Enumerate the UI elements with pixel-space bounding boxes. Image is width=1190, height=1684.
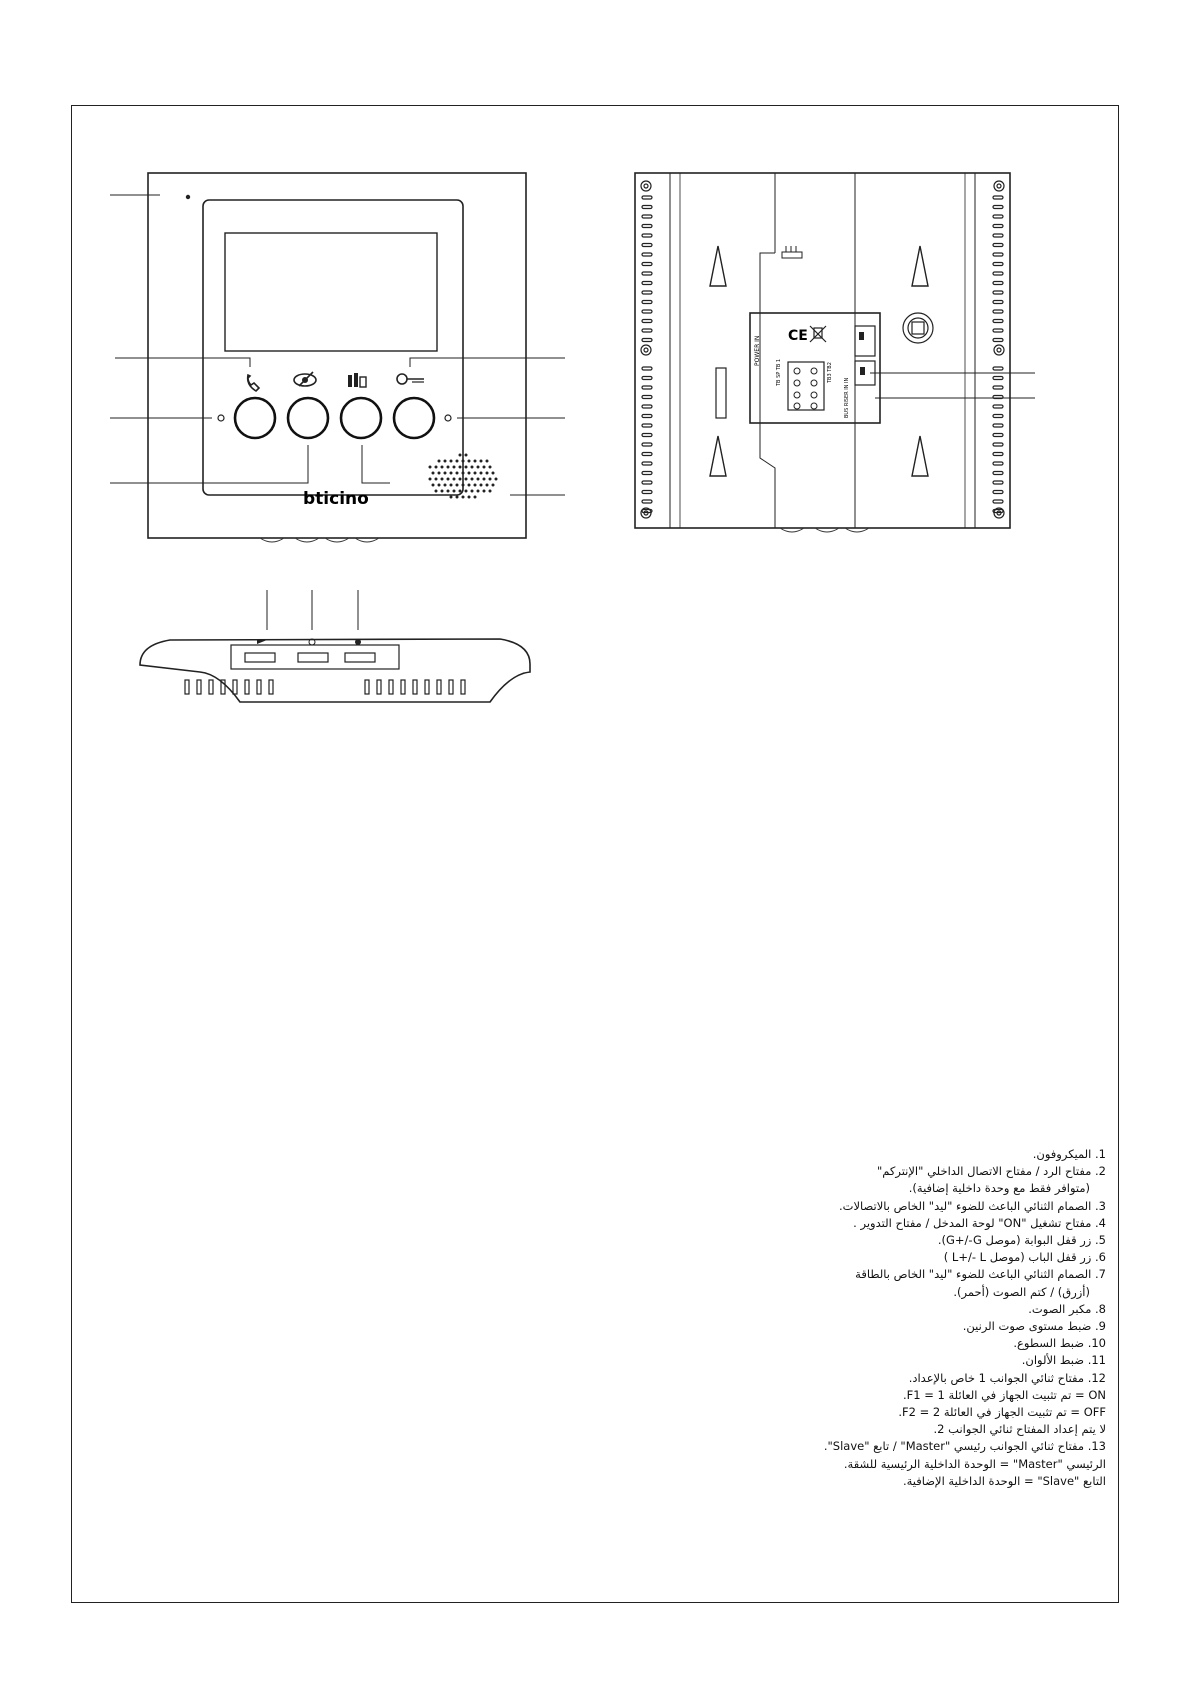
communication-led (218, 415, 224, 421)
legend-item: 4. مفتاح تشغيل "ON" لوحة المدخل / مفتاح التدوير . (853, 1215, 1106, 1230)
legend-item: 12. مفتاح ثنائي الجوانب 1 خاص بالإعداد. (908, 1370, 1106, 1385)
color-slider[interactable] (345, 653, 375, 662)
legend-item: 7. الصمام الثنائي الباعث للضوء "ليد" الخاص بالطاقة (855, 1267, 1106, 1282)
door-lock-button[interactable] (394, 398, 434, 438)
front-view-diagram (110, 165, 570, 555)
brand-logo: bticino (303, 489, 369, 509)
eye-icon (294, 372, 316, 386)
power-in-label: POWER IN (754, 335, 761, 366)
legend-item: 5. زر قفل البوابة (موصل G+/-G). (937, 1233, 1106, 1248)
legend-item: ON = تم تثبيت الجهاز في العائلة 1 = F1. (902, 1387, 1106, 1402)
legend-item: 6. زر قفل الباب (موصل L+/- L ) (943, 1250, 1106, 1265)
legend-item: 2. مفتاح الرد / مفتاح الاتصال الداخلي "الإنتركم" (876, 1164, 1106, 1179)
dip-switch-1[interactable] (855, 326, 875, 356)
weee-icon (810, 326, 826, 342)
terminals-mid-label: TB SP TB 1 (776, 358, 782, 386)
legend-item: (أزرق) / كتم الصوت (أحمر). (953, 1284, 1090, 1299)
side-recess (231, 645, 399, 669)
legend-item: 9. ضبط مستوى صوت الرنين. (962, 1319, 1106, 1334)
legend-item: 11. ضبط الألوان. (1021, 1353, 1106, 1368)
side-body (140, 639, 530, 702)
volume-icon (257, 640, 267, 644)
gate-lock-button[interactable] (341, 398, 381, 438)
display-screen (225, 233, 437, 351)
legend-item: 10. ضبط السطوع. (1013, 1336, 1106, 1351)
rear-view-diagram (630, 168, 1040, 538)
microphone-hole (186, 195, 190, 199)
mounting-slots (710, 246, 928, 476)
legend-item: 1. الميكروفون. (1032, 1147, 1106, 1161)
side-callout-lines (267, 590, 358, 630)
legend-item: OFF = تم تثبيت الجهاز في العائلة 2 = F2. (898, 1405, 1106, 1420)
parts-legend (546, 1146, 1106, 1490)
side-view-diagram (135, 585, 545, 705)
power-led (445, 415, 451, 421)
bus-label: BUS RISER IN IN (844, 377, 850, 418)
phone-icon (248, 375, 259, 391)
top-connector (782, 246, 802, 258)
screen-bezel (203, 200, 463, 495)
answer-button[interactable] (235, 398, 275, 438)
screw-terminals (788, 362, 824, 410)
ringtone-volume-slider[interactable] (245, 653, 275, 662)
brightness-slider[interactable] (298, 653, 328, 662)
legend-item: 8. مكبر الصوت. (1028, 1301, 1106, 1316)
terminals-top-label: TB3 TB2 (827, 362, 833, 383)
legend-item: التابع "Slave" = الوحدة الداخلية الإضافية. (902, 1473, 1106, 1488)
color-icon (355, 639, 361, 645)
gate-icon (348, 373, 366, 387)
ce-mark: CE (788, 328, 808, 344)
rear-body (635, 173, 1010, 528)
entrance-panel-button[interactable] (288, 398, 328, 438)
legend-item: 13. مفتاح ثنائي الجوانب رئيسي "Master" / تابع "Slave". (823, 1439, 1106, 1454)
legend-item: الرئيسي "Master" = الوحدة الداخلية الرئيسية للشقة. (843, 1456, 1106, 1471)
round-connector (903, 313, 933, 343)
legend-item: (متوافر فقط مع وحدة داخلية إضافية). (908, 1181, 1090, 1196)
key-icon (397, 374, 424, 384)
legend-item: لا يتم إعداد المفتاح ثنائي الجوانب 2. (933, 1422, 1106, 1437)
callout-lines (110, 195, 565, 495)
legend-item: 3. الصمام الثنائي الباعث للضوء "ليد" الخاص بالاتصالات. (838, 1198, 1106, 1213)
mounting-screws (641, 181, 1004, 518)
